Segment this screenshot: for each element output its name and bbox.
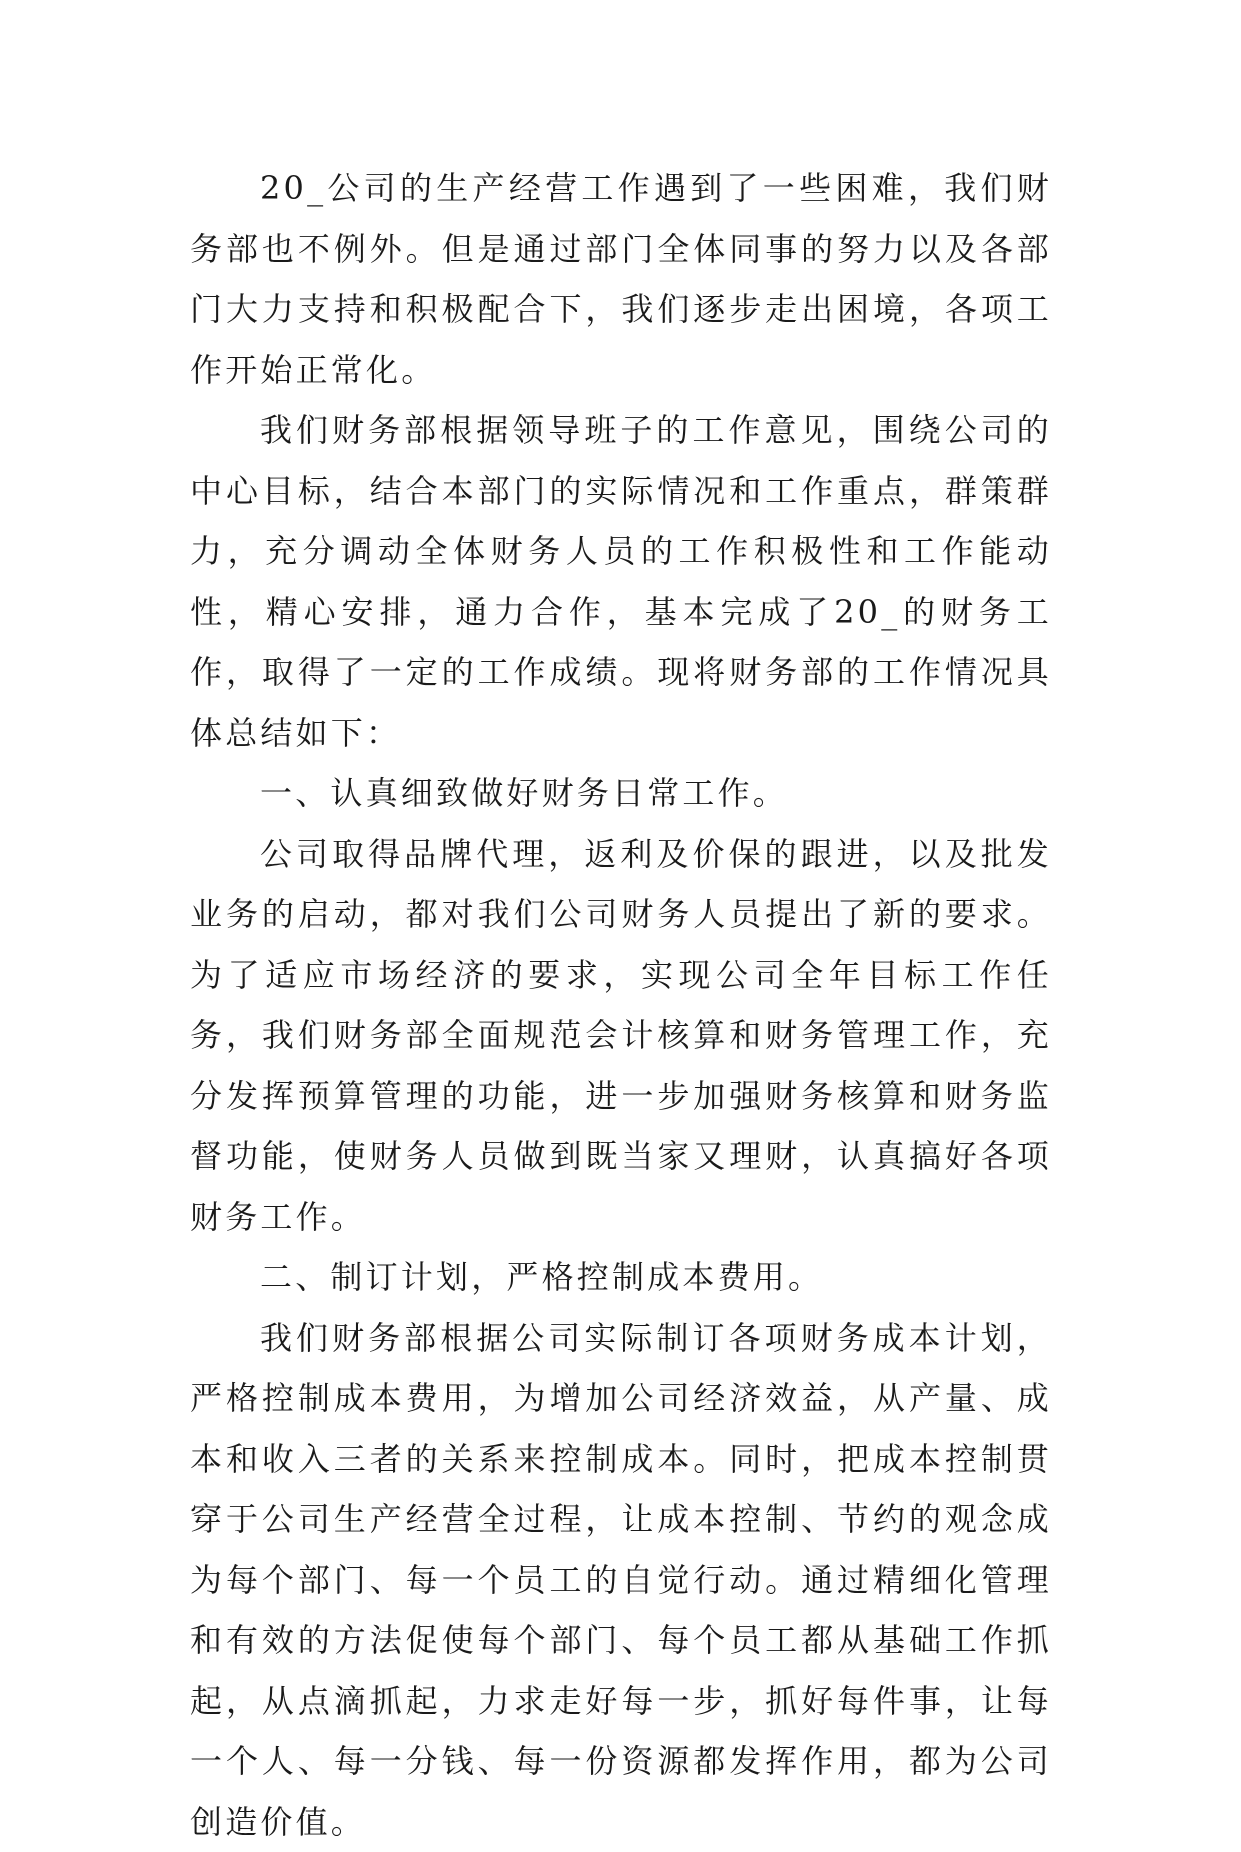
paragraph-section-1: 公司取得品牌代理，返利及价保的跟进，以及批发业务的启动，都对我们公司财务人员提出了新的要求。为了适应市场经济的要求，实现公司全年目标工作任务，我们财务部全面规范会计核算和财务管理工作，充分发挥预算管理的功能，进一步加强财务核算和财务监督功能，使财务人员做到既当家又理财，认真搞好各项财务工作。	[190, 824, 1052, 1248]
paragraph-intro: 20_公司的生产经营工作遇到了一些困难，我们财务部也不例外。但是通过部门全体同事的努力以及各部门大力支持和积极配合下，我们逐步走出困境，各项工作开始正常化。	[190, 158, 1052, 400]
document-body	[190, 158, 1052, 1852]
paragraph-overview: 我们财务部根据领导班子的工作意见，围绕公司的中心目标，结合本部门的实际情况和工作重点，群策群力，充分调动全体财务人员的工作积极性和工作能动性，精心安排，通力合作，基本完成了20_的财务工作，取得了一定的工作成绩。现将财务部的工作情况具体总结如下：	[190, 400, 1052, 763]
section-heading-2: 二、制订计划，严格控制成本费用。	[190, 1247, 1052, 1308]
section-heading-1: 一、认真细致做好财务日常工作。	[190, 763, 1052, 824]
paragraph-section-2: 我们财务部根据公司实际制订各项财务成本计划，严格控制成本费用，为增加公司经济效益，从产量、成本和收入三者的关系来控制成本。同时，把成本控制贯穿于公司生产经营全过程，让成本控制、节约的观念成为每个部门、每一个员工的自觉行动。通过精细化管理和有效的方法促使每个部门、每个员工都从基础工作抓起，从点滴抓起，力求走好每一步，抓好每件事，让每一个人、每一分钱、每一份资源都发挥作用，都为公司创造价值。	[190, 1308, 1052, 1852]
